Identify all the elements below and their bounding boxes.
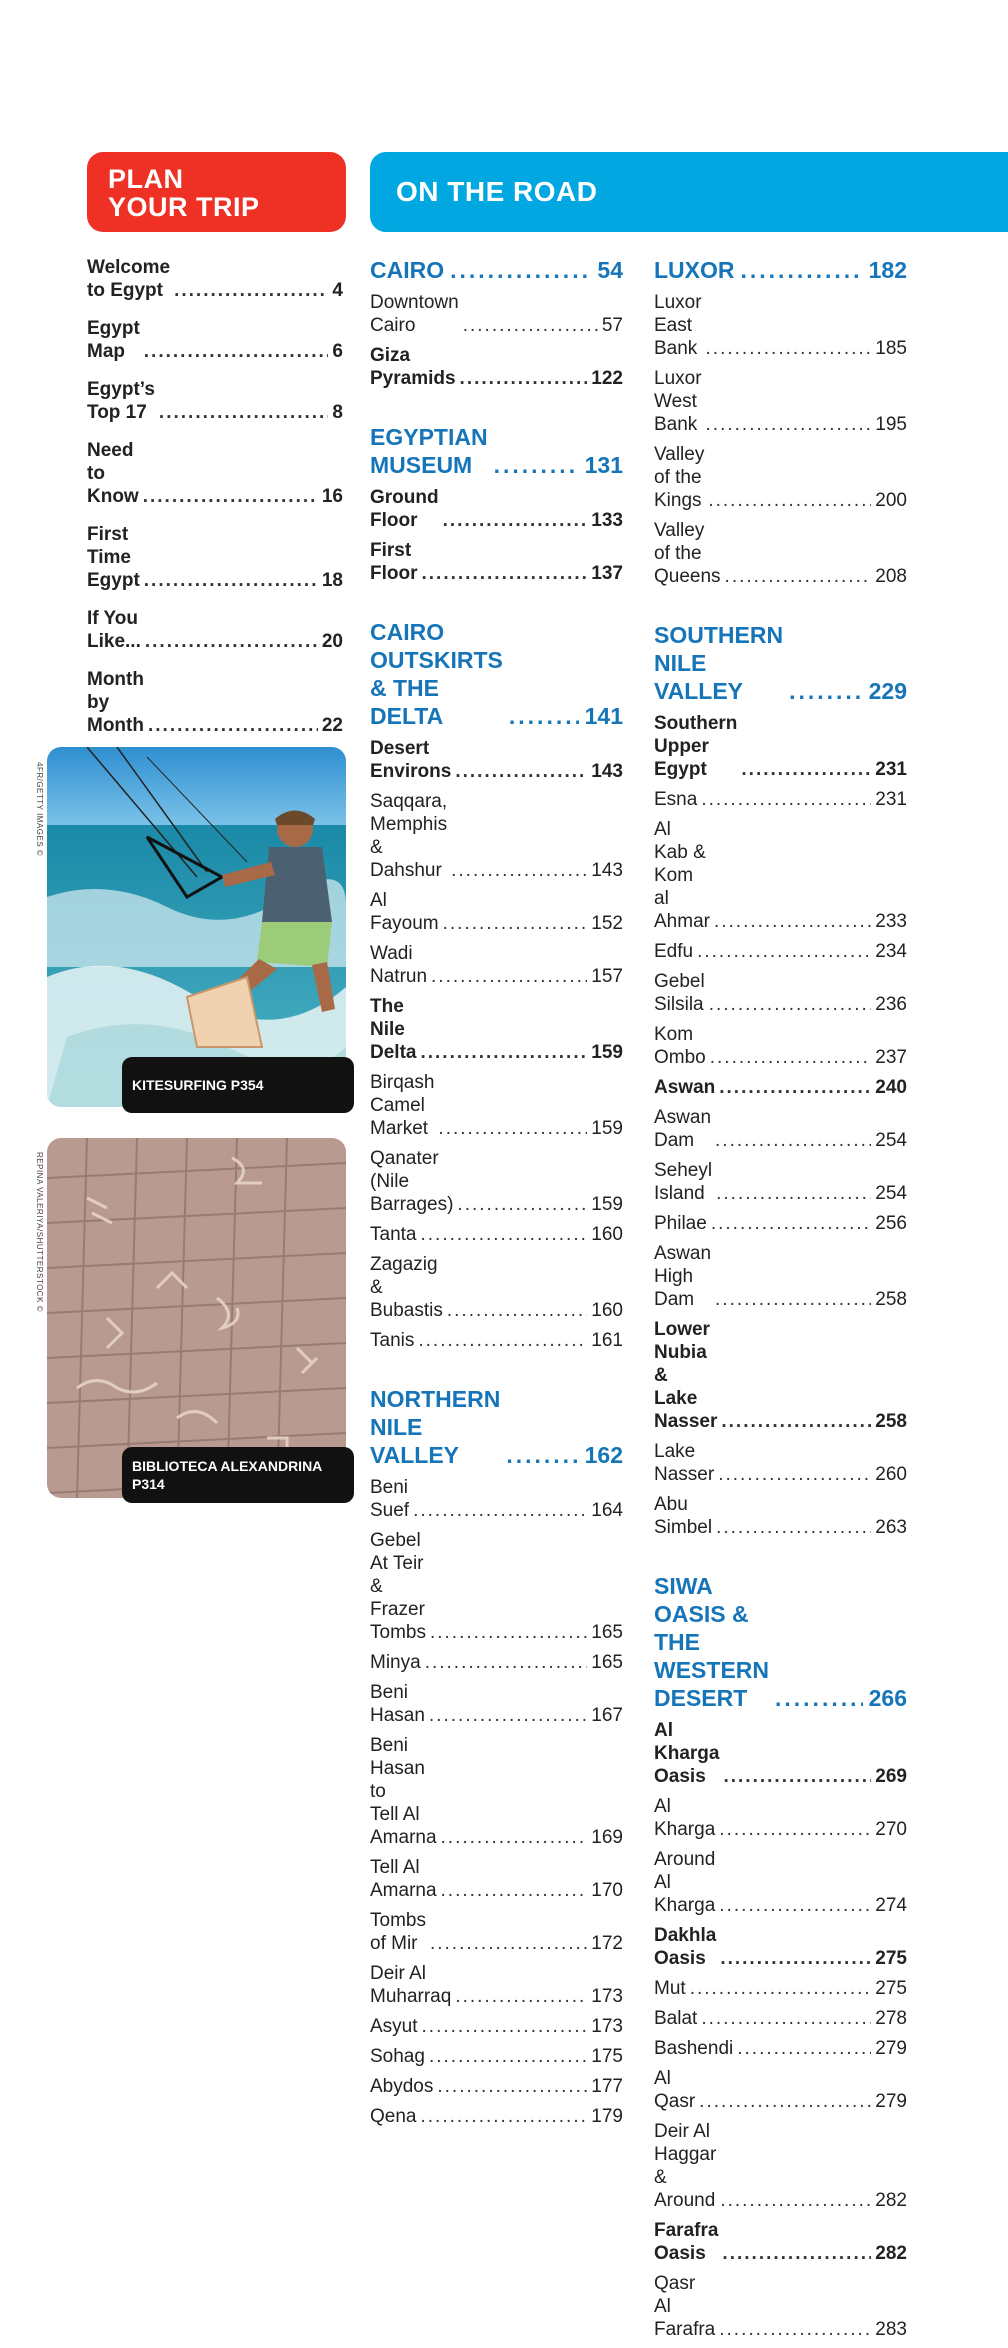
region-heading-southern-nile-valley[interactable]: [654, 621, 907, 705]
region-page: 131: [584, 452, 623, 478]
toc-entry-label: Month by Month: [87, 669, 144, 736]
toc-entry[interactable]: [370, 942, 623, 988]
toc-entry-page: 275: [875, 1978, 907, 1999]
region-title: CAIRO: [370, 257, 445, 283]
toc-entry[interactable]: [370, 1962, 623, 2008]
toc-entry[interactable]: [370, 1253, 623, 1322]
toc-entry[interactable]: [370, 2105, 623, 2128]
toc-entry-label: Al Kharga Oasis: [654, 1720, 720, 1787]
region-heading-northern-nile-valley[interactable]: [370, 1385, 623, 1469]
toc-entry[interactable]: [654, 2219, 907, 2265]
toc-entry-page: 22: [321, 715, 343, 736]
toc-entry[interactable]: [654, 2067, 907, 2113]
region-title: NORTHERN NILE VALLEY: [370, 1386, 501, 1468]
toc-entry[interactable]: [654, 1795, 907, 1841]
toc-entry-label: Beni Suef: [370, 1477, 410, 1521]
toc-entry-label: Gebel At Teir & Frazer Tombs: [370, 1530, 426, 1643]
toc-entry-page: 254: [875, 1183, 907, 1204]
toc-entry[interactable]: [654, 1023, 907, 1069]
toc-entry-label: Tanta: [370, 1224, 417, 1245]
toc-entry-page: 159: [591, 1118, 623, 1139]
photo-caption: BIBLIOTECA ALEXANDRINA P314: [122, 1447, 354, 1503]
toc-entry-label: Tombs of Mir: [370, 1910, 426, 1954]
toc-entry-page: 137: [591, 563, 623, 584]
toc-entry[interactable]: [370, 486, 623, 532]
toc-entry-page: 231: [875, 789, 907, 810]
toc-entry-label: Around Al Kharga: [654, 1849, 716, 1916]
toc-entry[interactable]: [370, 889, 623, 935]
toc-entry-page: 282: [875, 2243, 907, 2264]
toc-entry-label: Welcome to Egypt: [87, 257, 171, 301]
toc-entry-label: Tell Al Amarna: [370, 1857, 437, 1901]
toc-entry[interactable]: [654, 367, 907, 436]
toc-entry[interactable]: [370, 2045, 623, 2068]
toc-entry-label: Aswan High Dam: [654, 1243, 712, 1310]
toc-entry[interactable]: [370, 1329, 623, 1352]
toc-entry-label: Dakhla Oasis: [654, 1925, 717, 1969]
toc-entry[interactable]: [654, 1493, 907, 1539]
toc-entry-page: 143: [591, 860, 623, 881]
toc-entry-label: Southern Upper Egypt: [654, 713, 738, 780]
toc-entry-label: Aswan: [654, 1077, 716, 1098]
toc-entry[interactable]: [654, 1159, 907, 1205]
biblioteca-alexandrina-photo: [47, 1138, 346, 1498]
toc-entry-label: Qanater (Nile Barrages): [370, 1148, 454, 1215]
region-title: EGYPTIAN MUSEUM: [370, 424, 488, 478]
toc-entry-page: 236: [875, 994, 907, 1015]
toc-entry-label: Kom Ombo: [654, 1024, 706, 1068]
toc-entry-label: Qasr Al Farafra: [654, 2273, 716, 2340]
toc-entry-page: 160: [591, 1300, 623, 1321]
region-title: CAIRO OUTSKIRTS & THE DELTA: [370, 619, 503, 729]
toc-entry-label: Downtown Cairo: [370, 292, 459, 336]
toc-entry-page: 233: [875, 911, 907, 932]
toc-entry-label: Farafra Oasis: [654, 2220, 719, 2264]
toc-entry-page: 200: [875, 490, 907, 511]
region-page: 162: [584, 1442, 623, 1468]
toc-entry-page: 258: [875, 1289, 907, 1310]
region-heading-cairo-outskirts[interactable]: [370, 618, 623, 730]
carved-wall-illustration: [47, 1138, 346, 1498]
toc-entry-label: Valley of the Kings: [654, 444, 705, 511]
photo-credit: 4FR/GETTY IMAGES ©: [35, 762, 44, 857]
on-the-road-banner: [370, 152, 1008, 232]
toc-entry-label: Al Kharga: [654, 1796, 716, 1840]
toc-entry-page: 20: [321, 631, 343, 652]
toc-entry-page: 161: [591, 1330, 623, 1351]
toc-entry-page: 282: [875, 2190, 907, 2211]
toc-entry[interactable]: [654, 443, 907, 512]
toc-entry-page: 274: [875, 1895, 907, 1916]
toc-entry[interactable]: [654, 788, 907, 811]
toc-entry[interactable]: [654, 1212, 907, 1235]
region-heading-cairo[interactable]: [370, 256, 623, 284]
toc-entry-page: 164: [591, 1500, 623, 1521]
kitesurfing-illustration: [47, 747, 346, 1107]
toc-entry[interactable]: [654, 940, 907, 963]
toc-entry-page: 6: [332, 341, 343, 362]
toc-entry-page: 283: [875, 2319, 907, 2340]
toc-entry-page: 133: [591, 510, 623, 531]
kitesurfing-photo: [47, 747, 346, 1107]
toc-entry-label: First Time Egypt: [87, 524, 140, 591]
region-title: SIWA OASIS & THE WESTERN DESERT: [654, 1573, 769, 1711]
toc-entry[interactable]: [87, 378, 343, 424]
toc-entry-page: 177: [591, 2076, 623, 2097]
toc-entry[interactable]: [654, 1242, 907, 1311]
toc-entry-page: 234: [875, 941, 907, 962]
toc-entry-page: 260: [875, 1464, 907, 1485]
toc-entry-page: 165: [591, 1652, 623, 1673]
toc-entry-page: 208: [875, 566, 907, 587]
toc-entry-page: 279: [875, 2091, 907, 2112]
toc-entry-label: Luxor West Bank: [654, 368, 702, 435]
toc-entry-label: If You Like...: [87, 608, 141, 652]
toc-entry-label: Minya: [370, 1652, 421, 1673]
toc-entry[interactable]: [370, 1734, 623, 1849]
toc-entry[interactable]: [654, 2272, 907, 2341]
region-heading-siwa-oasis-western-desert[interactable]: [654, 1572, 907, 1712]
toc-entry-label: Tanis: [370, 1330, 415, 1351]
toc-entry-label: Saqqara, Memphis & Dahshur: [370, 791, 448, 881]
road-banner-title: ON THE ROAD: [396, 176, 598, 207]
toc-entry[interactable]: [654, 712, 907, 781]
toc-entry-label: Desert Environs: [370, 738, 452, 782]
toc-entry-page: 173: [591, 2016, 623, 2037]
toc-entry-page: 254: [875, 1130, 907, 1151]
region-page: 266: [868, 1685, 907, 1711]
region-page: 182: [868, 257, 907, 283]
toc-entry[interactable]: [370, 1681, 623, 1727]
toc-entry-page: 263: [875, 1517, 907, 1538]
toc-entry[interactable]: [370, 737, 623, 783]
toc-entry-page: 172: [591, 1933, 623, 1954]
toc-entry-page: 18: [321, 570, 343, 591]
plan-banner-line1: PLAN: [108, 164, 184, 194]
toc-entry[interactable]: [654, 818, 907, 933]
toc-entry-page: 258: [875, 1411, 907, 1432]
plan-banner-line2: YOUR TRIP: [108, 192, 260, 222]
toc-entry[interactable]: [370, 2075, 623, 2098]
toc-entry[interactable]: [370, 790, 623, 882]
toc-entry[interactable]: [370, 344, 623, 390]
toc-entry[interactable]: [654, 2007, 907, 2030]
toc-entry-page: 270: [875, 1819, 907, 1840]
toc-entry-label: Wadi Natrun: [370, 943, 428, 987]
toc-entry-label: Zagazig & Bubastis: [370, 1254, 443, 1321]
toc-entry-label: Lake Nasser: [654, 1441, 715, 1485]
toc-entry[interactable]: [654, 1076, 907, 1099]
toc-entry-label: Aswan Dam: [654, 1107, 712, 1151]
toc-entry-page: 165: [591, 1622, 623, 1643]
toc-entry-label: Beni Hasan: [370, 1682, 425, 1726]
toc-entry[interactable]: [87, 668, 343, 737]
toc-entry[interactable]: [370, 291, 623, 337]
toc-entry-page: 159: [591, 1194, 623, 1215]
region-heading-luxor[interactable]: [654, 256, 907, 284]
toc-entry[interactable]: [370, 2015, 623, 2038]
toc-entry-label: Sohag: [370, 2046, 425, 2067]
plan-your-trip-banner: [87, 152, 346, 232]
toc-entry[interactable]: [654, 970, 907, 1016]
toc-entry-page: 167: [591, 1705, 623, 1726]
toc-entry-page: 179: [591, 2106, 623, 2127]
toc-entry[interactable]: [654, 1977, 907, 2000]
toc-entry-label: Egypt Map: [87, 318, 140, 362]
photo-caption: KITESURFING P354: [122, 1057, 354, 1113]
toc-entry-label: Mut: [654, 1978, 686, 1999]
region-heading-egyptian-museum[interactable]: [370, 423, 623, 479]
toc-entry-page: 195: [875, 414, 907, 435]
toc-entry-page: 279: [875, 2038, 907, 2059]
toc-entry[interactable]: [87, 607, 343, 653]
toc-entry[interactable]: [654, 1848, 907, 1917]
on-the-road-column-1: [370, 256, 623, 2135]
toc-entry[interactable]: [654, 519, 907, 588]
toc-entry-label: Al Qasr: [654, 2068, 696, 2112]
toc-entry-label: Philae: [654, 1213, 707, 1234]
toc-entry-label: Luxor East Bank: [654, 292, 702, 359]
toc-entry[interactable]: [87, 523, 343, 592]
toc-entry[interactable]: [87, 256, 343, 302]
toc-entry[interactable]: [370, 1223, 623, 1246]
region-page: 54: [597, 257, 623, 283]
toc-entry-label: Need to Know: [87, 440, 139, 507]
region-page: 229: [868, 678, 907, 704]
toc-entry[interactable]: [654, 2120, 907, 2212]
toc-entry[interactable]: [370, 1909, 623, 1955]
toc-entry-page: 157: [591, 966, 623, 987]
toc-entry-label: Bashendi: [654, 2038, 734, 2059]
toc-entry-page: 275: [875, 1948, 907, 1969]
toc-entry-label: Edfu: [654, 941, 694, 962]
toc-entry-page: 57: [601, 315, 623, 336]
toc-entry[interactable]: [370, 1147, 623, 1216]
toc-entry-label: Lower Nubia & Lake Nasser: [654, 1319, 718, 1432]
toc-entry-label: First Floor: [370, 540, 418, 584]
toc-entry-page: 175: [591, 2046, 623, 2067]
toc-entry-label: Al Kab & Kom al Ahmar: [654, 819, 710, 932]
toc-entry-label: Beni Hasan to Tell Al Amarna: [370, 1735, 437, 1848]
toc-entry-page: 16: [321, 486, 343, 507]
toc-entry-page: 122: [591, 368, 623, 389]
toc-entry-label: Balat: [654, 2008, 698, 2029]
toc-entry[interactable]: [370, 1856, 623, 1902]
toc-entry-label: Deir Al Muharraq: [370, 1963, 452, 2007]
toc-entry-page: 160: [591, 1224, 623, 1245]
toc-entry-page: 8: [332, 402, 343, 423]
toc-entry-page: 4: [332, 280, 343, 301]
toc-entry-page: 269: [875, 1766, 907, 1787]
toc-entry-page: 173: [591, 1986, 623, 2007]
toc-entry-page: 237: [875, 1047, 907, 1068]
toc-entry[interactable]: [654, 1924, 907, 1970]
toc-entry[interactable]: [654, 1719, 907, 1788]
toc-entry-label: Abydos: [370, 2076, 434, 2097]
toc-entry[interactable]: [370, 1071, 623, 1140]
toc-entry-page: 170: [591, 1880, 623, 1901]
toc-entry[interactable]: [370, 1529, 623, 1644]
toc-entry[interactable]: [370, 1651, 623, 1674]
toc-entry-label: Al Fayoum: [370, 890, 439, 934]
toc-entry[interactable]: [654, 1440, 907, 1486]
toc-entry[interactable]: [370, 995, 623, 1064]
toc-entry[interactable]: [87, 439, 343, 508]
toc-entry[interactable]: [654, 291, 907, 360]
toc-entry-page: 152: [591, 913, 623, 934]
toc-entry-label: Birqash Camel Market: [370, 1072, 435, 1139]
toc-entry-page: 231: [875, 759, 907, 780]
toc-entry-label: Giza Pyramids: [370, 345, 456, 389]
toc-entry-label: Ground Floor: [370, 487, 439, 531]
toc-entry-page: 143: [591, 761, 623, 782]
region-title: SOUTHERN NILE VALLEY: [654, 622, 784, 704]
toc-entry-label: The Nile Delta: [370, 996, 417, 1063]
toc-entry-label: Esna: [654, 789, 698, 810]
toc-entry-label: Abu Simbel: [654, 1494, 713, 1538]
toc-entry-label: Gebel Silsila: [654, 971, 705, 1015]
region-title: LUXOR: [654, 257, 735, 283]
photo-credit: REPINA VALERIYA/SHUTTERSTOCK ©: [35, 1152, 44, 1313]
toc-entry-page: 169: [591, 1827, 623, 1848]
toc-entry-label: Qena: [370, 2106, 417, 2127]
toc-entry[interactable]: [654, 1106, 907, 1152]
region-page: 141: [584, 703, 623, 729]
toc-entry-label: Deir Al Haggar & Around: [654, 2121, 717, 2211]
toc-entry[interactable]: [370, 539, 623, 585]
on-the-road-column-2: [654, 256, 907, 2348]
toc-entry-label: Asyut: [370, 2016, 418, 2037]
toc-entry[interactable]: [87, 317, 343, 363]
toc-entry-page: 278: [875, 2008, 907, 2029]
toc-entry[interactable]: [370, 1476, 623, 1522]
toc-entry-page: 256: [875, 1213, 907, 1234]
toc-entry[interactable]: [654, 1318, 907, 1433]
toc-entry[interactable]: [654, 2037, 907, 2060]
toc-entry-page: 159: [591, 1042, 623, 1063]
toc-entry-label: Valley of the Queens: [654, 520, 721, 587]
toc-entry-label: Egypt’s Top 17: [87, 379, 155, 423]
toc-entry-page: 240: [875, 1077, 907, 1098]
toc-entry-label: Seheyl Island: [654, 1160, 713, 1204]
toc-entry-page: 185: [875, 338, 907, 359]
